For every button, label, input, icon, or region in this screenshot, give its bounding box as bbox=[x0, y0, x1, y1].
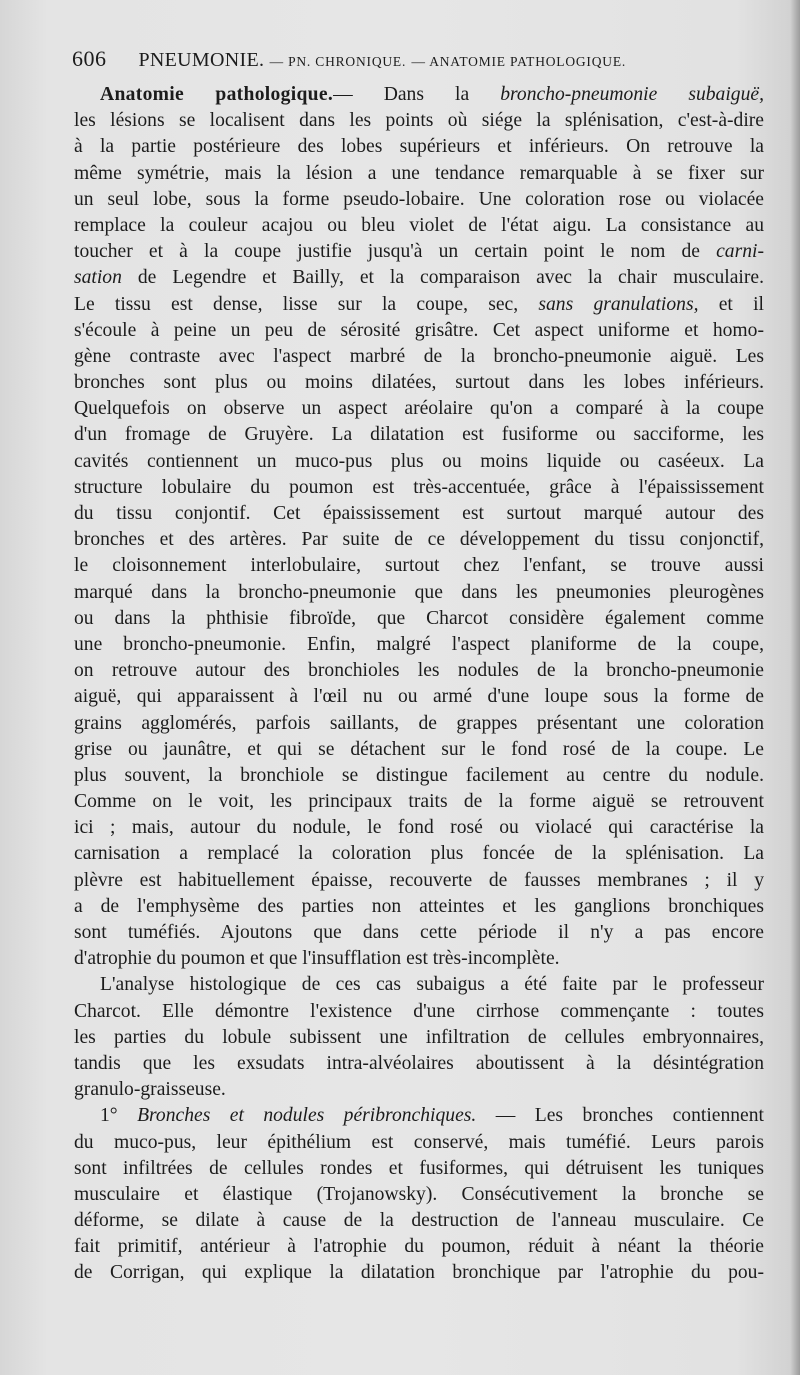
text-line bbox=[74, 239, 764, 265]
text-line: ici ; mais, autour du nodule, le fond rosé ou violacé qui caractérise la bbox=[74, 817, 764, 839]
text-run: et il bbox=[718, 293, 764, 315]
running-title-main: PNEUMONIE. bbox=[138, 49, 265, 71]
subsection-title: Bronches et nodules péribronchiques. bbox=[137, 1105, 477, 1127]
text-line: fait primitif, antérieur à l'atrophie du poumon, réduit à néant la théorie bbox=[74, 1236, 764, 1258]
text-line: musculaire et élastique (Trojanowsky). Consécutivement la bronche se bbox=[74, 1183, 764, 1205]
text-line: d'un fromage de Gruyère. La dilatation est fusiforme ou sacciforme, les bbox=[74, 424, 764, 446]
text-line: plèvre est habituellement épaisse, recouverte de fausses membranes ; il y bbox=[74, 869, 764, 891]
text-line: les parties du lobule subissent une infiltration de cellules embryonnaires, bbox=[74, 1026, 764, 1048]
text-line: plus souvent, la bronchiole se distingue facilement au centre du nodule. bbox=[74, 764, 764, 786]
text-line: grise ou jaunâtre, et qui se détachent sur le fond rosé de la coupe. Le bbox=[74, 738, 764, 760]
page-body bbox=[74, 82, 764, 1287]
text-line: du tissu conjontif. Cet épaississement est surtout marqué autour des bbox=[74, 503, 764, 524]
text-line: a de l'emphysème des parties non atteintes et les ganglions bronchiques bbox=[74, 895, 764, 917]
italic-run: sans granulations, bbox=[538, 293, 699, 315]
page-number: 606 bbox=[72, 46, 107, 71]
running-title bbox=[139, 49, 627, 71]
italic-run: carni- bbox=[716, 241, 764, 263]
text-line: le cloisonnement interlobulaire, surtout chez l'enfant, se trouve aussi bbox=[74, 555, 764, 577]
text-run: toucher et à la coupe justifie jusqu'à un certain point le nom de bbox=[74, 241, 700, 263]
text-line bbox=[74, 82, 764, 108]
section-heading: Anatomie pathologique. bbox=[100, 84, 334, 105]
text-run: — Les bronches contiennent bbox=[495, 1105, 764, 1127]
text-line: de Corrigan, qui explique la dilatation bronchique par l'atrophie du pou- bbox=[74, 1262, 764, 1284]
text-line bbox=[74, 1103, 764, 1129]
text-line: du muco-pus, leur épithélium est conservé, mais tuméfié. Leurs parois bbox=[74, 1131, 764, 1153]
text-line: s'écoule à peine un peu de sérosité grisâtre. Cet aspect uniforme et homo- bbox=[74, 319, 764, 341]
text-line: sont infiltrées de cellules rondes et fusiformes, qui détruisent les tuniques bbox=[74, 1157, 764, 1179]
text-line: déforme, se dilate à cause de la destruction de l'anneau musculaire. Ce bbox=[74, 1210, 764, 1232]
text-line: tandis que les exsudats intra-alvéolaires aboutissent à la désintégration bbox=[74, 1052, 764, 1074]
text-line: structure lobulaire du poumon est très-accentuée, grâce à l'épaississement bbox=[74, 476, 764, 498]
text-run: — Dans la bbox=[333, 84, 470, 105]
text-line bbox=[74, 265, 764, 291]
running-section-chronique: — PN. CHRONIQUE. bbox=[269, 54, 407, 69]
text-line: ou dans la phthisie fibroïde, que Charcot considère également comme bbox=[74, 607, 764, 629]
text-line: bronches et des artères. Par suite de ce développement du tissu conjonctif, bbox=[74, 529, 764, 551]
italic-run: sation bbox=[74, 267, 122, 289]
text-line: marqué dans la broncho-pneumonie que dans les pneumonies pleurogènes bbox=[74, 581, 764, 603]
text-line: L'analyse histologique de ces cas subaigus a été faite par le professeur bbox=[100, 974, 764, 996]
text-line: les lésions se localisent dans les points où siége la splénisation, c'est-à-dire bbox=[74, 110, 764, 132]
text-line: Charcot. Elle démontre l'existence d'une cirrhose commençante : toutes bbox=[74, 1000, 764, 1022]
text-line: carnisation a remplacé la coloration plus foncée de la splénisation. La bbox=[74, 843, 764, 865]
text-line: Quelquefois on observe un aspect aréolaire qu'on a comparé à la coupe bbox=[74, 398, 764, 420]
text-line: sont tuméfiés. Ajoutons que dans cette période il n'y a pas encore bbox=[74, 922, 764, 943]
text-line: on retrouve autour des bronchioles les nodules de la broncho-pneumonie bbox=[74, 660, 764, 682]
text-line bbox=[74, 292, 764, 318]
italic-run: broncho-pneumonie subaiguë, bbox=[500, 84, 764, 105]
text-line: à la partie postérieure des lobes supérieurs et inférieurs. On retrouve la bbox=[74, 136, 764, 158]
text-line: d'atrophie du poumon et que l'insufflation est très-incomplète. bbox=[74, 948, 560, 970]
text-line: Comme on le voit, les principaux traits de la forme aiguë se retrouvent bbox=[74, 791, 764, 813]
running-header bbox=[72, 46, 762, 76]
text-line: bronches sont plus ou moins dilatées, surtout dans les lobes inférieurs. bbox=[74, 372, 764, 394]
text-line: grains agglomérés, parfois saillants, de grappes présentant une coloration bbox=[74, 712, 764, 734]
text-line: remplace la couleur acajou ou bleu violet de l'état aigu. La consistance au bbox=[74, 214, 764, 236]
page-edge-shadow bbox=[790, 0, 800, 1375]
text-line: cavités contiennent un muco-pus plus ou moins liquide ou caséeux. La bbox=[74, 450, 764, 472]
text-run: Le tissu est dense, lisse sur la coupe, sec, bbox=[74, 293, 519, 315]
running-section-anatomie: — ANATOMIE PATHOLOGIQUE. bbox=[411, 54, 627, 69]
text-line: gène contraste avec l'aspect marbré de la broncho-pneumonie aiguë. Les bbox=[74, 345, 764, 367]
subsection-number: 1° bbox=[100, 1105, 118, 1127]
text-line: granulo-graisseuse. bbox=[74, 1079, 226, 1101]
text-line: une broncho-pneumonie. Enfin, malgré l'aspect planiforme de la coupe, bbox=[74, 633, 764, 655]
text-run: de Legendre et Bailly, et la comparaison avec la chair musculaire. bbox=[137, 267, 764, 289]
text-line: même symétrie, mais la lésion a une tendance remarquable à se fixer sur bbox=[74, 162, 764, 184]
text-line: aiguë, qui apparaissent à l'œil nu ou armé d'une loupe sous la forme de bbox=[74, 686, 764, 708]
text-line: un seul lobe, sous la forme pseudo-lobaire. Une coloration rose ou violacée bbox=[74, 188, 764, 210]
